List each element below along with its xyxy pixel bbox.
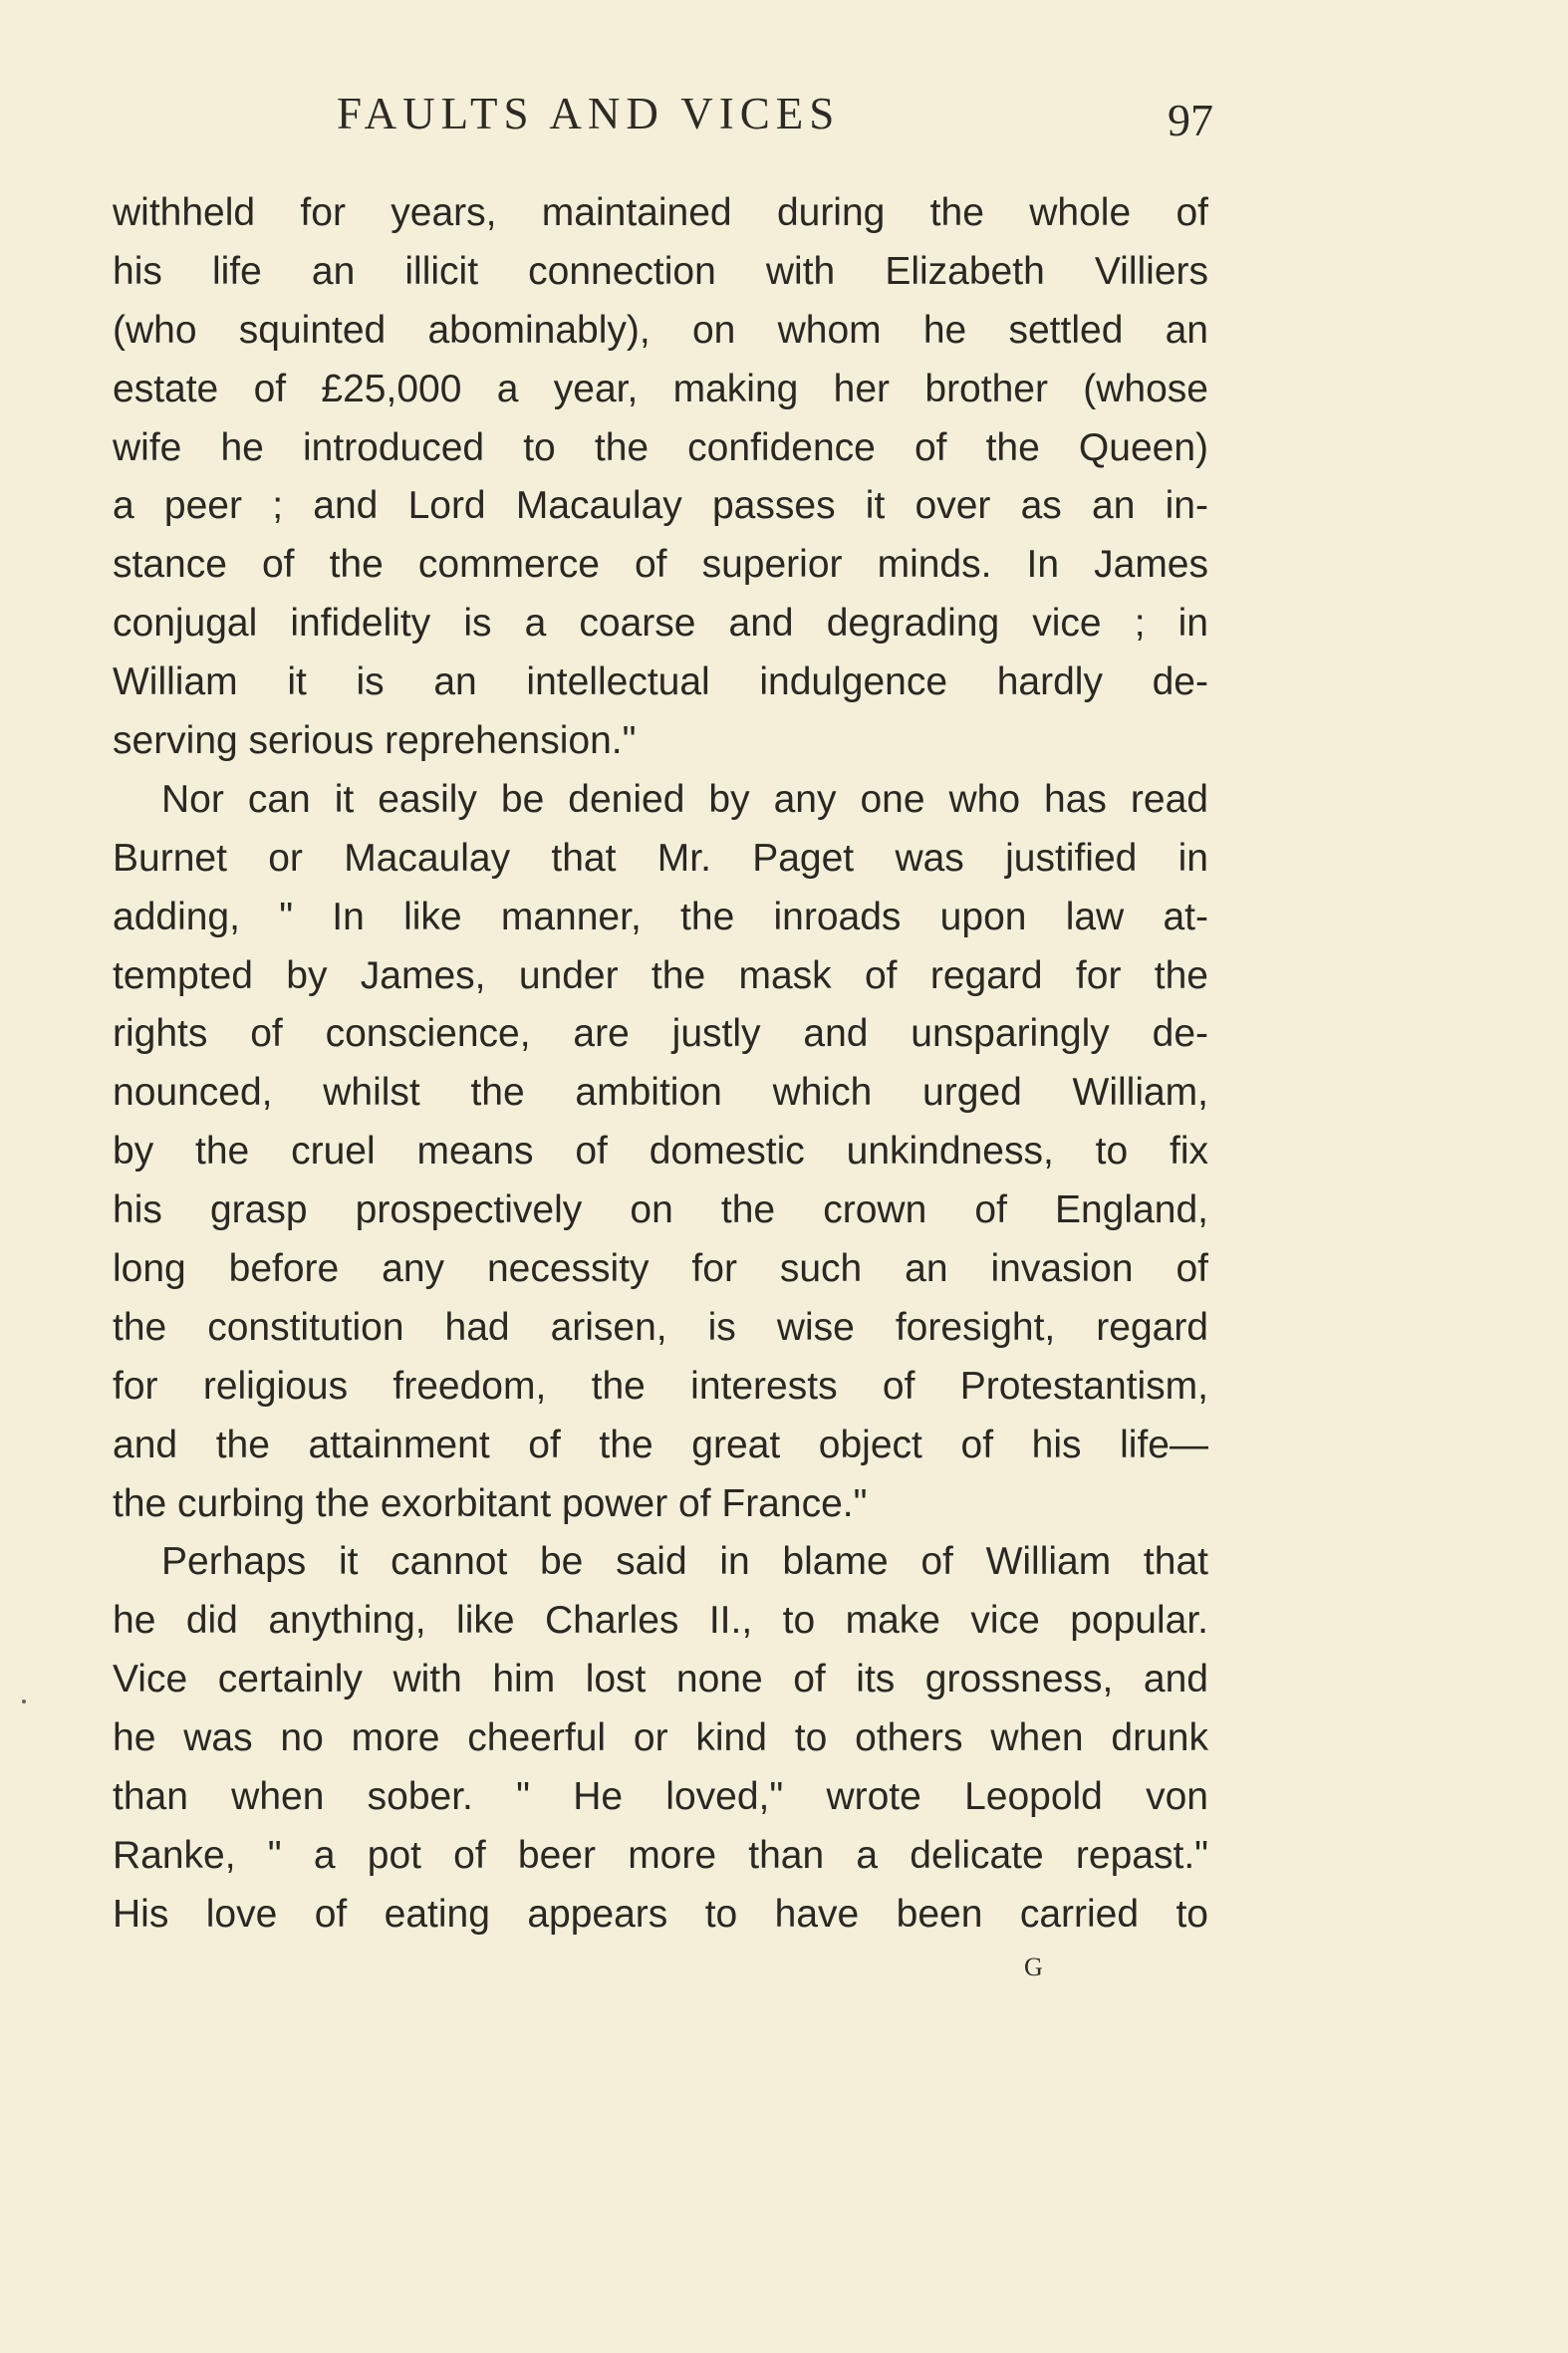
text-line: Nor can it easily be denied by any one who has read [161,777,1208,821]
text-line: his grasp prospectively on the crown of England, [113,1188,1208,1232]
text-line: tempted by James, under the mask of regard for the [113,953,1208,997]
text-line: he did anything, like Charles II., to make vice popular. [113,1599,1208,1643]
page-speck [22,1699,26,1703]
text-line: the curbing the exorbitant power of France." [113,1481,868,1525]
running-head [113,88,1213,157]
text-line: Ranke, " a pot of beer more than a delicate repast." [113,1833,1208,1877]
text-line: nounced, whilst the ambition which urged William, [113,1071,1208,1115]
text-line: conjugal infidelity is a coarse and degrading vice ; in [113,602,1208,646]
text-line: than when sober. " He loved," wrote Leopold von [113,1775,1208,1819]
text-line: serving serious reprehension." [113,719,637,763]
text-line: Burnet or Macaulay that Mr. Paget was justified in [113,836,1208,880]
text-line: (who squinted abominably), on whom he settled an [113,308,1208,352]
text-line: estate of £25,000 a year, making her brother (whose [113,367,1208,410]
text-line: and the attainment of the great object of his life— [113,1423,1208,1466]
running-title: FAULTS AND VICES [337,89,841,138]
text-line: long before any necessity for such an invasion of [113,1247,1208,1291]
text-line: wife he introduced to the confidence of the Queen) [113,425,1208,469]
text-line: rights of conscience, are justly and unsparingly de- [113,1012,1208,1056]
text-line: withheld for years, maintained during the whole of [113,191,1208,234]
page-number: 97 [1168,95,1213,145]
text-line: Vice certainly with him lost none of its grossness, and [113,1658,1208,1701]
text-line: adding, " In like manner, the inroads upon law at- [113,895,1208,938]
text-line: His love of eating appears to have been carried to [113,1892,1208,1936]
text-line: the constitution had arisen, is wise foresight, regard [113,1305,1208,1349]
text-line: his life an illicit connection with Elizabeth Villiers [113,249,1208,293]
text-line: by the cruel means of domestic unkindness, to fix [113,1130,1208,1174]
text-line: he was no more cheerful or kind to others when drunk [113,1716,1208,1760]
signature-mark: G [1024,1953,1043,1981]
text-line: a peer ; and Lord Macaulay passes it over as an in- [113,484,1208,528]
text-line: stance of the commerce of superior minds. In James [113,543,1208,587]
text-line: for religious freedom, the interests of Protestantism, [113,1364,1208,1408]
text-line: William it is an intellectual indulgence hardly de- [113,660,1208,704]
body-text [113,184,1208,1945]
text-line: Perhaps it cannot be said in blame of William that [161,1540,1208,1584]
